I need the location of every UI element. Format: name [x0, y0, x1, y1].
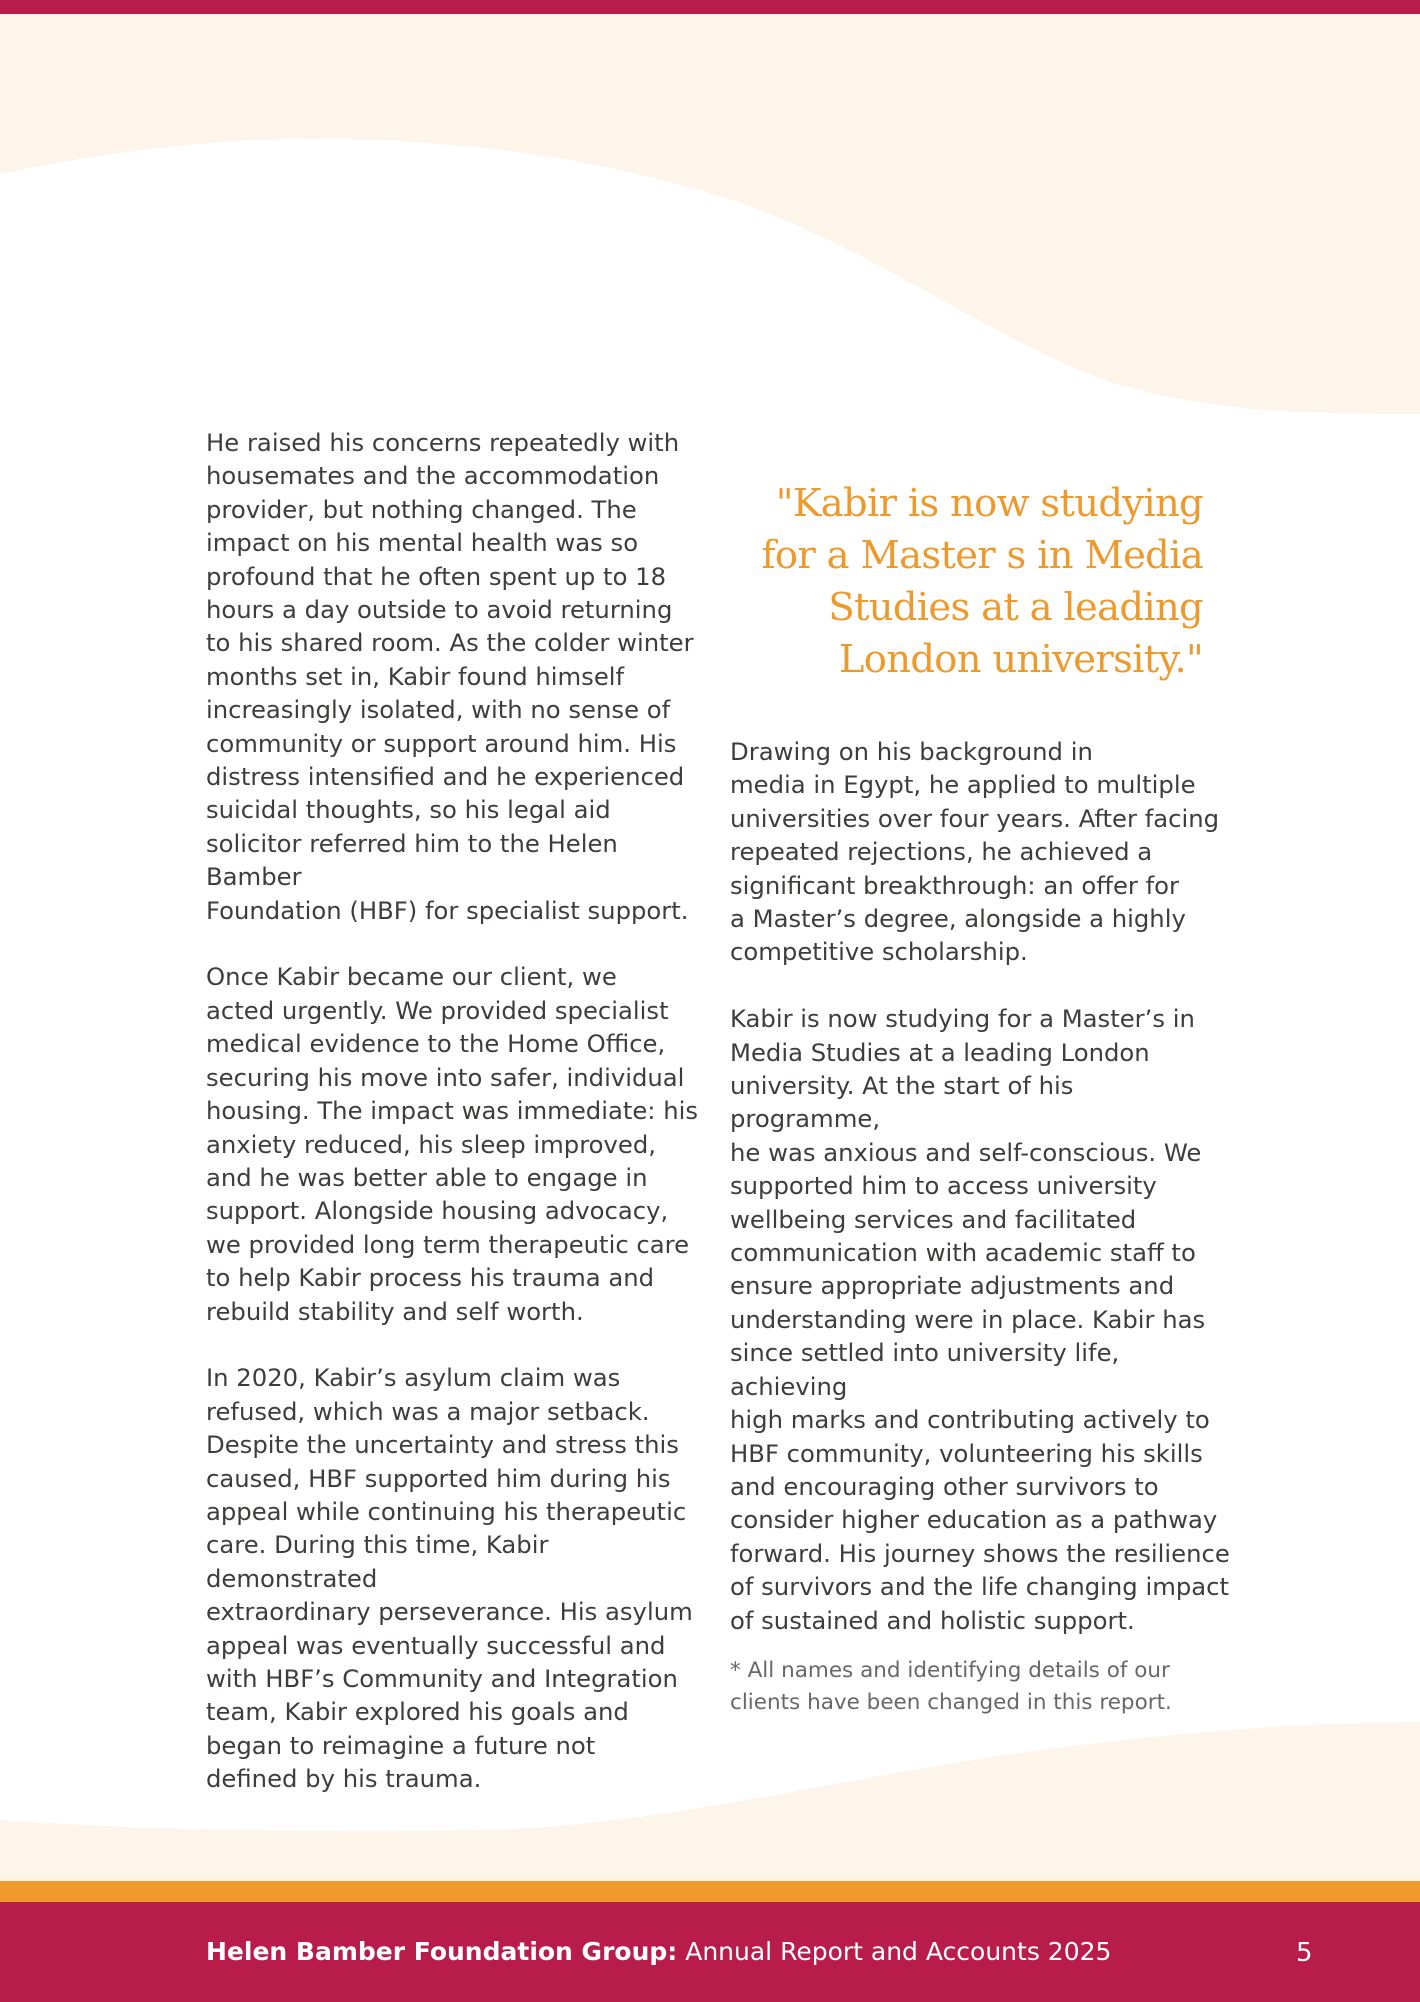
footer-accent-stripe [0, 1881, 1420, 1902]
top-brand-bar [0, 0, 1420, 14]
footer-report-title: Annual Report and Accounts 2025 [677, 1937, 1112, 1966]
body-paragraph: Drawing on his background in media in Egypt, he applied to multiple universities over four years. After facing repeated rejections, he achieved a significant breakthrough: an offer for a Master’s degree, alongside a highly competitive scholarship. [730, 737, 1220, 967]
body-paragraph: Once Kabir became our client, we acted urgently. We provided specialist medical evidence to the Home Office, securing his move into safer, individual housing. The impact was immediate: his anxiety reduced, his sleep improved, and he was better able to engage in support. Alongside housing advocacy, we provided long term therapeutic care to help Kabir process his trauma and rebuild stability and self worth. [206, 962, 699, 1326]
footer-title [206, 1935, 1111, 1969]
footnote: * All names and identifying details of our clients have been changed in this report. [730, 1657, 1172, 1716]
right-text-column [730, 735, 1230, 1720]
footer-organization: Helen Bamber Foundation Group: [206, 1937, 678, 1966]
pull-quote: "Kabir is now studying for a Master s in Media Studies at a leading London university." [761, 481, 1203, 682]
left-text-column [206, 426, 706, 1796]
top-wave-shape [0, 14, 1420, 414]
body-paragraph: He raised his concerns repeatedly with housemates and the accommodation provider, but nothing changed. The impact on his mental health was so profound that he often spent up to 18 hours a day outside to avoid returning to his shared room. As the colder winter months set in, Kabir found himself increasingly isolated, with no sense of community or support around him. His distress intensified and he experienced suicidal thoughts, so his legal aid solicitor referred him to the Helen Bamber Foundation (HBF) for specialist support. [206, 428, 694, 925]
body-paragraph: In 2020, Kabir’s asylum claim was refused, which was a major setback. Despite the uncertainty and stress this caused, HBF supported him during his appeal while continuing his therapeutic care. During this time, Kabir demonstrated extraordinary perseverance. His asylum appeal was eventually successful and with HBF’s Community and Integration team, Kabir explored his goals and began to reimagine a future not defined by his trauma. [206, 1363, 693, 1794]
body-paragraph: Kabir is now studying for a Master’s in Media Studies at a leading London university. At the start of his programme, he was anxious and self-conscious. We supported him to access university wellbeing services and facilitated communication with academic staff to ensure appropriate adjustments and understanding were in place. Kabir has since settled into university life, achieving high marks and contributing actively to HBF community, volunteering his skills and encouraging other survivors to consider higher education as a pathway forward. His journey shows the resilience of survivors and the life changing impact of sustained and holistic support. [730, 1004, 1230, 1635]
page-footer [0, 1902, 1420, 2002]
page-number: 5 [1296, 1938, 1313, 1968]
